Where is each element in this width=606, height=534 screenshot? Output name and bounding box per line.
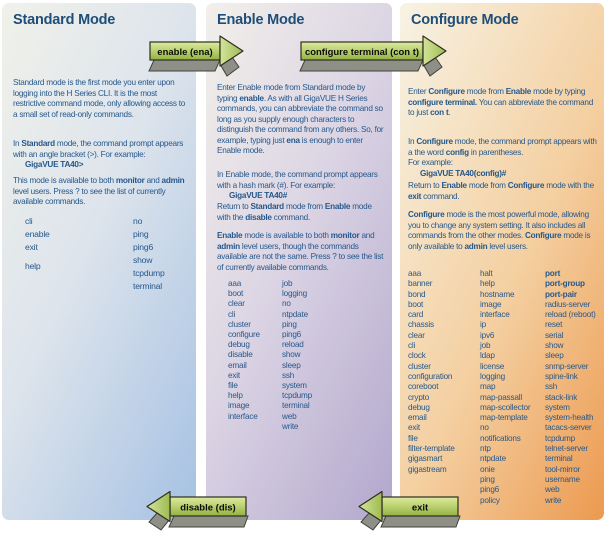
command-item: logging <box>480 371 506 381</box>
enable-mode-command-list <box>228 279 388 432</box>
text-run: . As with all GigaVUE H Series commands, you can abbreviate the command so long as you supply enough characters to distinguish the command from any others. So, for example, typing just <box>217 93 384 145</box>
text-run: mode is only available to <box>408 231 591 251</box>
keyword: Enable <box>441 181 467 190</box>
arrow-label: configure terminal (con t) <box>305 47 420 57</box>
keyword: Configure <box>524 231 562 240</box>
keyword: enable <box>239 93 264 103</box>
command-item: ping <box>480 474 495 484</box>
paragraph <box>13 139 188 171</box>
command-item: aaa <box>228 279 242 288</box>
standard-mode-command-list <box>25 215 192 293</box>
keyword: configure terminal. <box>408 97 477 107</box>
command-item: ping <box>282 319 297 329</box>
exit-arrow <box>356 490 462 534</box>
command-item: email <box>228 360 247 370</box>
text-run: mode, the command prompt appears with an angle bracket (>). For example: <box>13 139 184 159</box>
command-item: ping6 <box>282 330 302 340</box>
keyword: Standard <box>21 139 55 148</box>
arrow-shadow-fold <box>381 516 460 527</box>
command-item: map-template <box>480 413 528 423</box>
command-item: map <box>480 382 496 392</box>
command-item: tool-mirror <box>545 464 581 474</box>
command-item: show <box>282 350 301 360</box>
standard-mode-title: Standard Mode <box>13 12 116 28</box>
command-item: help <box>25 261 41 271</box>
command-item: clear <box>408 330 425 340</box>
cli-prompt-example: GigaVUE TA40# <box>229 191 288 200</box>
command-item: terminal <box>133 281 162 291</box>
command-item: no <box>480 423 489 433</box>
command-item: filter-template <box>408 444 455 454</box>
command-item: ntp <box>480 444 491 454</box>
keyword: Configure <box>408 210 445 219</box>
text-run: In <box>13 139 22 148</box>
keyword: Standard <box>250 202 284 211</box>
command-item: username <box>545 474 580 484</box>
text-run: This mode is available to both <box>13 176 116 185</box>
arrow-shadow-fold <box>300 60 423 71</box>
keyword: Enable <box>324 202 351 211</box>
text-run: mode, the command prompt appears with a the word <box>408 137 597 157</box>
command-item: file <box>228 381 238 391</box>
command-item: terminal <box>545 454 573 464</box>
command-item: no <box>282 299 291 309</box>
command-item: logging <box>282 289 308 299</box>
command-item: show <box>545 341 564 351</box>
keyword: config <box>445 147 469 157</box>
command-item: coreboot <box>408 382 439 392</box>
paragraph <box>217 231 384 273</box>
configure-mode-title: Configure Mode <box>411 12 519 28</box>
paragraph <box>217 202 384 223</box>
command-item: aaa <box>408 269 422 278</box>
text-run: Enter Enable mode from Standard mode by typing <box>217 83 366 103</box>
command-item: notifications <box>480 433 521 443</box>
text-run: in parentheses. <box>468 147 524 157</box>
command-item: cli <box>25 216 33 226</box>
arrow-label: enable (ena) <box>157 47 213 58</box>
arrow-shadow-fold <box>149 60 220 71</box>
text-run: and <box>359 231 375 240</box>
paragraph <box>13 78 188 120</box>
command-sub-column <box>133 215 192 293</box>
command-item: port-pair <box>545 289 577 299</box>
command-item: gigasmart <box>408 454 443 464</box>
command-item: debug <box>228 340 250 350</box>
cli-prompt-example: GigaVUE TA40(config)# <box>420 168 507 178</box>
command-item: sleep <box>545 351 564 361</box>
keyword: admin <box>217 241 240 251</box>
command-sub-column <box>480 269 545 506</box>
command-item: ip <box>480 320 486 330</box>
cli-prompt-example: GigaVUE TA40> <box>25 160 84 169</box>
command-item: ping6 <box>480 485 500 495</box>
paragraph <box>408 137 597 179</box>
keyword: Configure <box>428 87 465 96</box>
command-item: configuration <box>408 371 453 381</box>
keyword: admin <box>161 176 185 185</box>
text-run: Enter <box>408 87 429 96</box>
command-item: policy <box>480 495 500 505</box>
command-item: disable <box>228 350 253 360</box>
command-item: help <box>480 279 495 289</box>
command-item: job <box>480 341 491 351</box>
enable-mode-title: Enable Mode <box>217 12 305 28</box>
command-item: hostname <box>480 289 515 299</box>
command-item: boot <box>228 289 244 299</box>
command-item: map-passall <box>480 392 522 402</box>
command-item: interface <box>480 310 510 320</box>
keyword: Enable <box>217 231 243 240</box>
command-item: cluster <box>228 319 251 329</box>
keyword: admin <box>464 241 488 251</box>
text-run: command. <box>421 191 460 201</box>
text-run: You can abbreviate the command to just <box>408 97 594 117</box>
command-item: cli <box>408 341 416 351</box>
paragraph <box>217 83 384 157</box>
command-item: no <box>133 216 143 226</box>
command-item: reload (reboot) <box>545 310 596 320</box>
command-item: web <box>282 411 297 421</box>
command-item: help <box>228 391 243 401</box>
command-item: crypto <box>408 392 430 402</box>
paragraph <box>217 170 384 202</box>
command-item: clock <box>408 351 426 361</box>
command-item: ssh <box>545 382 558 392</box>
arrow-shadow-fold <box>169 516 248 527</box>
text-run: . <box>448 108 451 117</box>
command-item: port-group <box>545 279 585 289</box>
command-item: show <box>133 255 153 265</box>
command-item: ldap <box>480 351 495 361</box>
paragraph <box>13 176 188 208</box>
command-item: reload <box>282 340 304 350</box>
command-item: bond <box>408 289 426 299</box>
command-item: spine-link <box>545 371 578 381</box>
text-run: mode with the <box>217 202 372 222</box>
keyword: Configure <box>416 137 453 146</box>
text-run: mode from <box>466 181 508 190</box>
command-item: license <box>480 361 505 371</box>
command-item: exit <box>25 242 38 252</box>
command-item: radius-server <box>545 299 591 309</box>
keyword: Configure <box>507 181 545 190</box>
disable-arrow <box>144 490 250 534</box>
command-item: ssh <box>282 370 295 380</box>
keyword: disable <box>245 212 272 222</box>
text-run: level users. Press ? to see the list of currently available commands. <box>13 186 166 206</box>
command-sub-column <box>408 269 480 506</box>
command-item: sleep <box>282 360 301 370</box>
command-item: ping <box>133 229 149 239</box>
text-run: level users, though the commands available are not the same. Press ? to see the list of currently available commands. <box>217 241 384 272</box>
command-item: web <box>545 485 560 495</box>
text-run: Return to <box>408 181 442 190</box>
command-item: write <box>545 495 562 505</box>
command-sub-column <box>25 215 133 293</box>
command-item: card <box>408 310 424 320</box>
command-item: ping6 <box>133 242 154 252</box>
command-item: tcpdump <box>282 391 313 401</box>
command-item: configure <box>228 330 260 340</box>
command-item: email <box>408 413 427 423</box>
configure-mode-command-list <box>408 269 602 506</box>
enable-arrow <box>148 34 246 82</box>
keyword: ena <box>286 135 300 145</box>
command-item: tacacs-server <box>545 423 592 433</box>
command-sub-column <box>282 279 388 432</box>
text-run: mode from <box>283 202 325 211</box>
command-item: reset <box>545 320 563 330</box>
paragraph <box>408 210 597 252</box>
command-item: cli <box>228 309 236 319</box>
command-item: job <box>282 279 293 288</box>
text-run: command. <box>271 212 310 222</box>
command-item: port <box>545 269 561 278</box>
command-item: clear <box>228 299 245 309</box>
command-item: gigastream <box>408 464 447 474</box>
command-sub-column <box>228 279 282 432</box>
text-run: mode by typing <box>531 87 586 96</box>
command-item: banner <box>408 279 433 289</box>
arrow-label: exit <box>411 502 429 514</box>
command-item: write <box>282 421 299 431</box>
command-item: interface <box>228 411 258 421</box>
command-item: file <box>408 433 418 443</box>
command-item: onie <box>480 464 495 474</box>
text-run: In <box>408 137 417 146</box>
command-item: ntpdate <box>282 309 308 319</box>
command-item: exit <box>228 370 240 380</box>
command-item: map-scollector <box>480 402 531 412</box>
keyword: exit <box>408 191 422 201</box>
paragraph <box>408 181 597 202</box>
command-item: tcpdump <box>545 433 576 443</box>
command-item: exit <box>408 423 420 433</box>
text-run: mode with the <box>544 181 594 190</box>
text-run: level users. <box>487 241 528 251</box>
text-run: mode from <box>464 87 506 96</box>
keyword: con t <box>430 108 449 117</box>
command-item: system-health <box>545 413 594 423</box>
text-run: is enough to enter Enable mode. <box>217 135 363 155</box>
command-item: system <box>282 381 307 391</box>
command-item: image <box>480 299 502 309</box>
command-item: image <box>228 401 250 411</box>
command-item: telnet-server <box>545 444 588 454</box>
command-item: debug <box>408 402 430 412</box>
command-item: chassis <box>408 320 434 330</box>
command-item: halt <box>480 269 493 278</box>
command-item: enable <box>25 229 50 239</box>
text-run: For example: <box>408 158 453 167</box>
command-item: stack-link <box>545 392 578 402</box>
command-item: cluster <box>408 361 431 371</box>
command-item: ntpdate <box>480 454 506 464</box>
command-item: ipv6 <box>480 330 495 340</box>
command-item: snmp-server <box>545 361 589 371</box>
command-item: boot <box>408 299 424 309</box>
command-item: system <box>545 402 570 412</box>
text-run: Return to <box>217 202 251 211</box>
command-item: tcpdump <box>133 268 165 278</box>
paragraph <box>408 87 597 119</box>
command-sub-column <box>545 269 602 506</box>
configure-terminal-arrow <box>299 34 449 82</box>
keyword: monitor <box>115 176 145 185</box>
keyword: Enable <box>505 87 532 96</box>
command-item: terminal <box>282 401 310 411</box>
text-run: In Enable mode, the command prompt appears with a hash mark (#). For example: <box>217 170 378 190</box>
arrow-label: disable (dis) <box>180 502 236 514</box>
keyword: monitor <box>330 231 360 240</box>
command-item: serial <box>545 330 564 340</box>
text-run: mode is the most powerful mode, allowing you to change any system setting. It also includes all commands from the other modes. <box>408 210 589 240</box>
text-run: Standard mode is the first mode you enter upon logging into the H Series CLI. It is the most restrictive command mode, only allowing access to a small set of read-only commands. <box>13 78 186 119</box>
text-run: mode is available to both <box>242 231 331 240</box>
text-run: and <box>144 176 162 185</box>
